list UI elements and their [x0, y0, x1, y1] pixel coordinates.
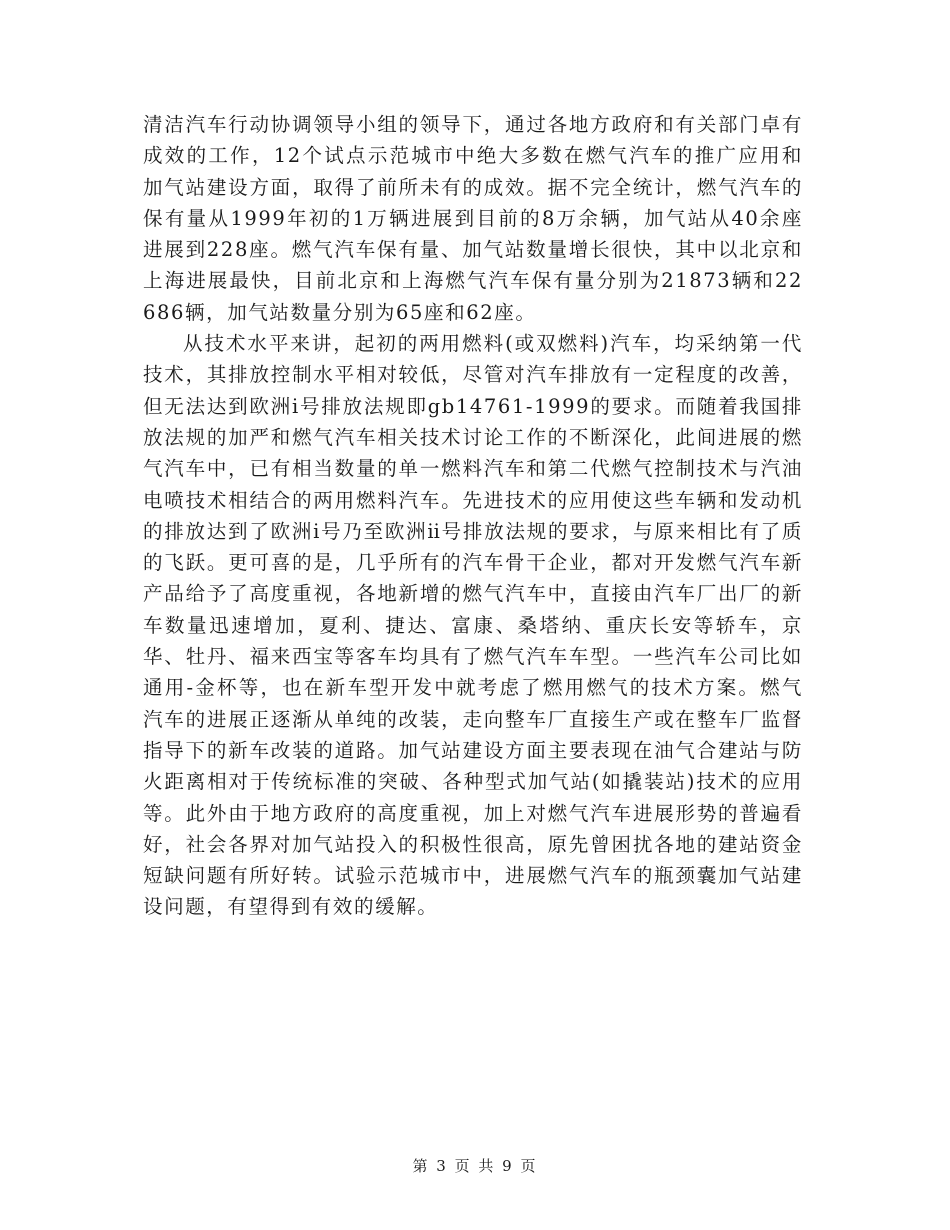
page-footer	[0, 1155, 950, 1176]
paragraph-2: 从技术水平来讲，起初的两用燃料(或双燃料)汽车，均采纳第一代技术，其排放控制水平相对较低，尽管对汽车排放有一定程度的改善，但无法达到欧洲ⅰ号排放法规即gb14761-1999的要求。而随着我国排放法规的加严和燃气汽车相关技术讨论工作的不断深化，此间进展的燃气汽车中，已有相当数量的单一燃料汽车和第二代燃气控制技术与汽油电喷技术相结合的两用燃料汽车。先进技术的应用使这些车辆和发动机的排放达到了欧洲ⅰ号乃至欧洲ⅱ号排放法规的要求，与原来相比有了质的飞跃。更可喜的是，几乎所有的汽车骨干企业，都对开发燃气汽车新产品给予了高度重视，各地新增的燃气汽车中，直接由汽车厂出厂的新车数量迅速增加，夏利、捷达、富康、桑塔纳、重庆长安等轿车，京华、牡丹、福来西宝等客车均具有了燃气汽车车型。一些汽车公司比如通用-金杯等，也在新车型开发中就考虑了燃用燃气的技术方案。燃气汽车的进展正逐渐从单纯的改装，走向整车厂直接生产或在整车厂监督指导下的新车改装的道路。加气站建设方面主要表现在油气合建站与防火距离相对于传统标准的突破、各种型式加气站(如撬装站)技术的应用等。此外由于地方政府的高度重视，加上对燃气汽车进展形势的普遍看好，社会各界对加气站投入的积极性很高，原先曾困扰各地的建站资金短缺问题有所好转。试验示范城市中，进展燃气汽车的瓶颈囊加气站建设问题，有望得到有效的缓解。	[143, 332, 803, 919]
page-number-label: 第 3 页 共 9 页	[412, 1157, 538, 1175]
document-body	[143, 109, 803, 923]
paragraph-1: 清洁汽车行动协调领导小组的领导下，通过各地方政府和有关部门卓有成效的工作，12个试点示范城市中绝大多数在燃气汽车的推广应用和加气站建设方面，取得了前所未有的成效。据不完全统计，燃气汽车的保有量从1999年初的1万辆进展到目前的8万余辆，加气站从40余座进展到228座。燃气汽车保有量、加气站数量增长很快，其中以北京和上海进展最快，目前北京和上海燃气汽车保有量分别为21873辆和22686辆，加气站数量分别为65座和62座。	[143, 113, 803, 324]
